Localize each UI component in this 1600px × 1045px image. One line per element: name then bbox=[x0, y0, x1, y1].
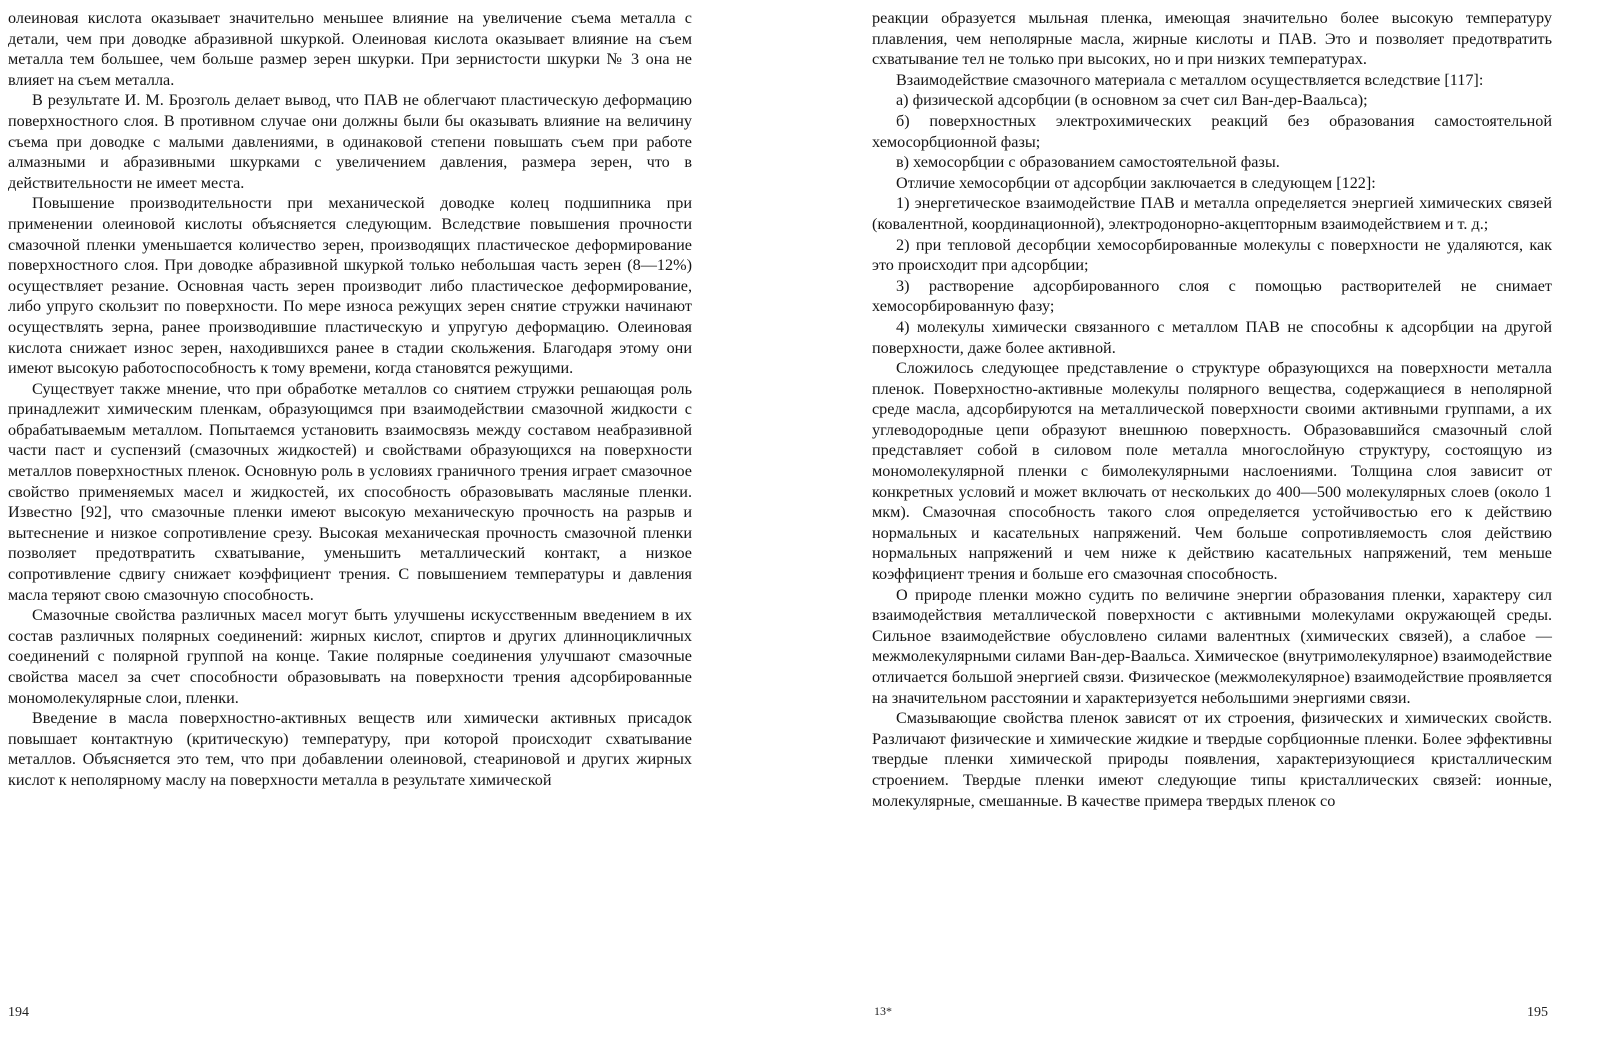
right-page-text bbox=[872, 8, 1552, 811]
paragraph: В результате И. М. Брозголь делает вывод, что ПАВ не облегчают пластическую деформацию поверхностного слоя. В противном случае они должны были бы оказывать влияние на величину съема при доводке с малыми давлениями, в одинаковой степени повышать съем при работе алмазными и абразивными шкурками с увеличением давления, размера зерен, что в действительности не имеет места. bbox=[8, 91, 692, 192]
paragraph: Сложилось следующее представление о структуре образующихся на поверхности металла пленок. Поверхностно-активные молекулы полярного вещества, содержащиеся в неполярной среде масла, адсорбируются на металлической поверхности своими активными группами, а их углеводородные цепи образуют внешнюю поверхность. Образовавшийся смазочный слой представляет собой в силовом поле металла многослойную структуру, состоящую из мономолекулярной пленки с бимолекулярными наслоениями. Толщина слоя зависит от конкретных условий и может включать от нескольких до 400—500 молекулярных слоев (около 1 мкм). Смазочная способность такого слоя определяется устойчивостью его к действию нормальных и касательных напряжений. Чем больше сопротивляемость слоя действию нормальных напряжений и чем ниже к действию касательных напряжений, тем меньше коэффициент трения и больше его смазочная способность. bbox=[872, 359, 1552, 584]
right-page bbox=[800, 0, 1600, 1045]
paragraph: Существует также мнение, что при обработке металлов со снятием стружки решающая роль принадлежит химическим пленкам, образующимся при взаимодействии смазочной жидкости с обрабатываемым металлом. Попытаемся установить взаимосвязь между составом неабразивной части паст и суспензий (смазочных жидкостей) и свойствами образующихся на поверхности металлов поверхностных пленок. Основную роль в условиях граничного трения играет смазочное свойство применяемых масел и жидкостей, их способность образовывать масляные пленки. Известно [92], что смазочные пленки имеют высокую механическую прочность на разрыв и вытеснение и низкое сопротивление срезу. Высокая механическая прочность смазочной пленки позволяет предотвратить схватывание, уменьшить металлический контакт, а низкое сопротивление сдвигу снижает коэффициент трения. С повышением температуры и давления масла теряют свою смазочную способность. bbox=[8, 379, 692, 604]
list-item: 2) при тепловой десорбции хемосорбированные молекулы с поверхности не удаляются, как это происходит при адсорбции; bbox=[872, 235, 1552, 275]
paragraph: Введение в масла поверхностно-активных веществ или химически активных присадок повышает контактную (критическую) температуру, при которой происходит схватывание металлов. Объясняется это тем, что при добавлении олеиновой, стеариновой и других жирных кислот к неполярному маслу на поверхности металла в результате химической bbox=[8, 709, 692, 789]
list-item: а) физической адсорбции (в основном за счет сил Ван-дер-Ваальса); bbox=[896, 91, 1368, 110]
paragraph: О природе пленки можно судить по величине энергии образования пленки, характеру сил взаимодействия металлической поверхности с активными молекулами окружающей среды. Сильное взаимодействие обусловлено силами валентных (химических связей), а слабое — межмолекулярными силами Ван-дер-Ваальса. Химическое (внутримолекулярное) взаимодействие отличается большой энергией связи. Физическое (межмолекулярное) взаимодействие проявляется на значительном расстоянии и характеризуется небольшими энергиями связи. bbox=[872, 585, 1552, 707]
list-item: в) хемосорбции с образованием самостоятельной фазы. bbox=[896, 153, 1280, 172]
left-page-text bbox=[8, 8, 692, 791]
page-number: 194 bbox=[8, 1005, 29, 1020]
paragraph: Отличие хемосорбции от адсорбции заключается в следующем [122]: bbox=[896, 173, 1376, 192]
paragraph: реакции образуется мыльная пленка, имеющая значительно более высокую температуру плавления, чем неполярные масла, жирные кислоты и ПАВ. Это и позволяет предотвратить схватывание тел не только при высоких, но и при низких температурах. bbox=[872, 9, 1552, 69]
signature-mark: 13* bbox=[874, 1004, 892, 1018]
paragraph: Взаимодействие смазочного материала с металлом осуществляется вследствие [117]: bbox=[896, 70, 1484, 89]
paragraph: Смазывающие свойства пленок зависят от их строения, физических и химических свойств. Различают физические и химические жидкие и твердые сорбционные пленки. Более эффективны твердые пленки химической природы появления, характеризующиеся кристаллическим строением. Твердые пленки имеют следующие типы кристаллических связей: ионные, молекулярные, смешанные. В качестве примера твердых пленок со bbox=[872, 709, 1552, 810]
paragraph: олеиновая кислота оказывает значительно меньшее влияние на увеличение съема металла с детали, чем при доводке абразивной шкуркой. Олеиновая кислота оказывает влияние на съем металла тем большее, чем больше размер зерен шкурки. При зернистости шкурки № 3 она не влияет на съем металла. bbox=[8, 9, 692, 89]
paragraph: Повышение производительности при механической доводке колец подшипника при применении олеиновой кислоты объясняется следующим. Вследствие повышения прочности смазочной пленки уменьшается количество зерен, производящих пластическое деформирование поверхностного слоя. При доводке абразивной шкуркой только небольшая часть зерен (8—12%) осуществляет резание. Основная часть зерен производит либо пластическое деформирование, либо упруго скользит по поверхности. По мере износа режущих зерен снятие стружки начинают осуществлять зерна, ранее производившие пластическую и упругую деформацию. Олеиновая кислота снижает износ зерен, находившихся ранее в стадии скольжения. Благодаря этому они имеют высокую работоспособность к тому времени, когда становятся режущими. bbox=[8, 194, 692, 378]
list-item: 3) растворение адсорбированного слоя с помощью растворителей не снимает хемосорбированную фазу; bbox=[872, 276, 1552, 316]
page-number: 195 bbox=[1527, 1005, 1548, 1020]
paragraph: Смазочные свойства различных масел могут быть улучшены искусственным введением в их состав различных полярных соединений: жирных кислот, спиртов и других длинноцикличных соединений с полярной группой на конце. Такие полярные соединения улучшают смазочные свойства масел за счет способности образовывать на поверхности трения адсорбированные мономолекулярные слои, пленки. bbox=[8, 606, 692, 707]
list-item: 1) энергетическое взаимодействие ПАВ и металла определяется энергией химических связей (ковалентной, координационной), электродонорно-акцепторным взаимодействием и т. д.; bbox=[872, 194, 1552, 233]
list-item: б) поверхностных электрохимических реакций без образования самостоятельной хемосорбционной фазы; bbox=[872, 111, 1552, 151]
list-item: 4) молекулы химически связанного с металлом ПАВ не способны к адсорбции на другой поверхности, даже более активной. bbox=[872, 317, 1552, 357]
